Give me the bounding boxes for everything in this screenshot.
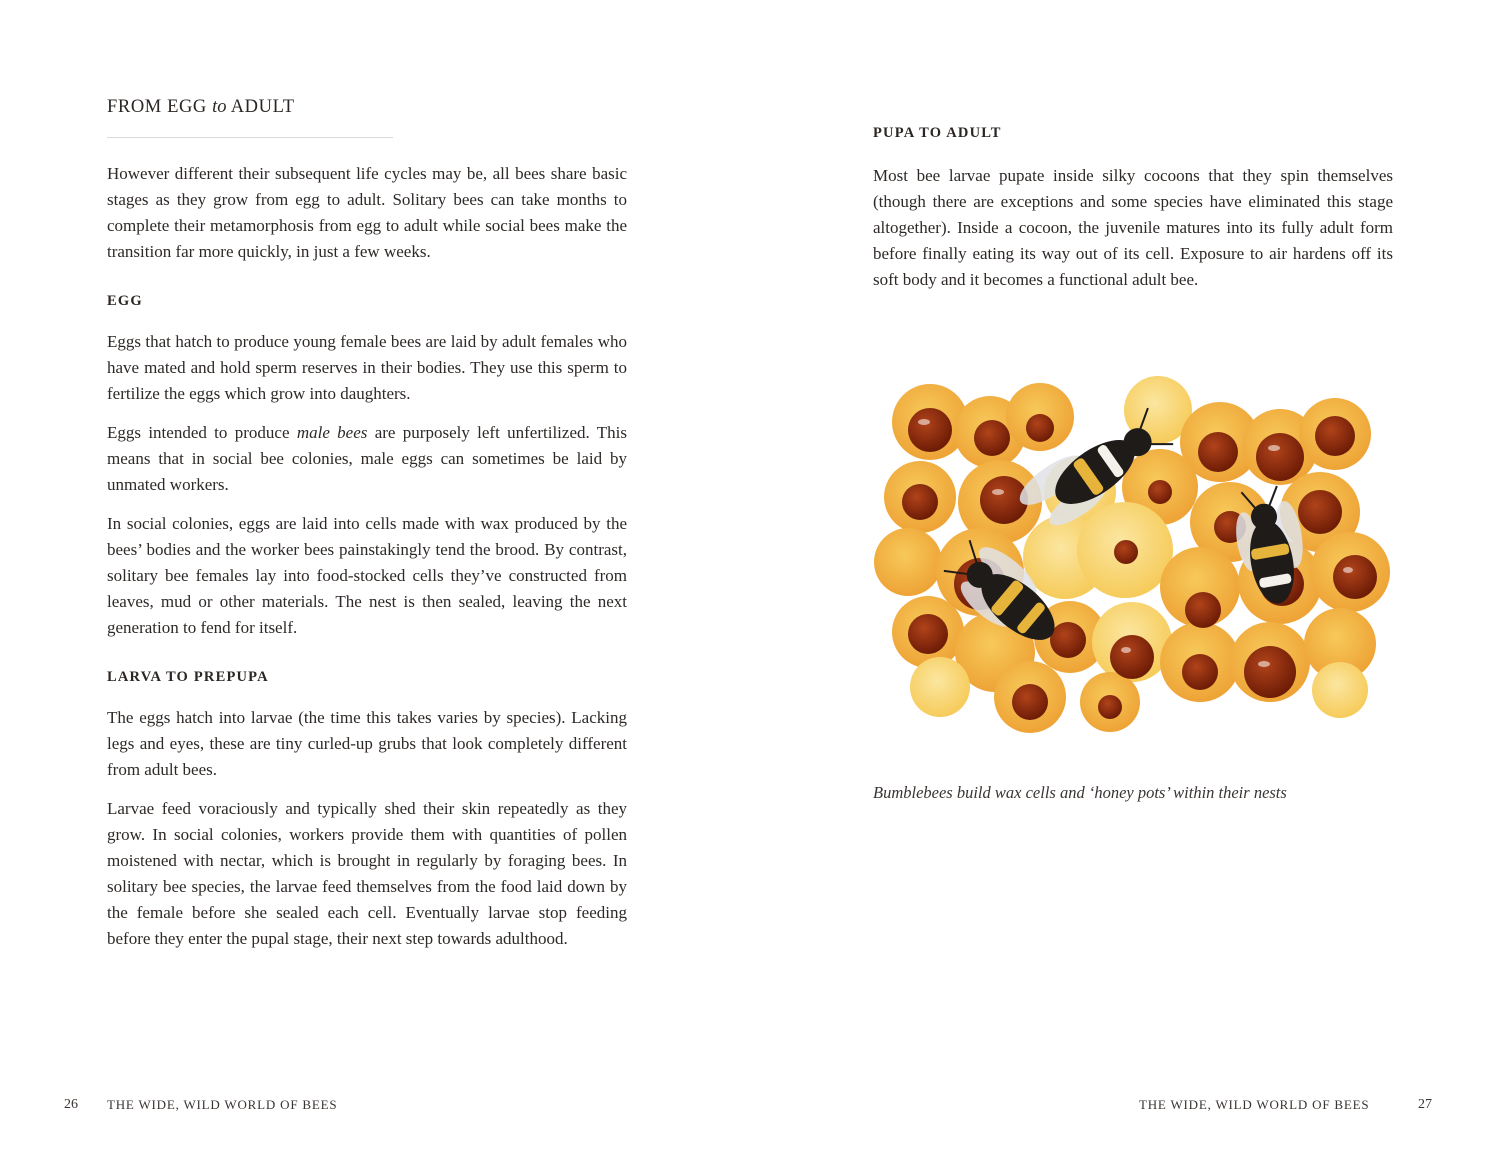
- page-number-left: 26: [64, 1097, 78, 1112]
- egg-paragraph-2-end: are purposely left unfertilized. This means that in social bee colonies, male eggs can sometimes be laid by unmated workers.: [107, 423, 627, 494]
- intro-paragraph: However different their subsequent life cycles may be, all bees share basic stages as they grow from egg to adult. Solitary bees can take months to complete their metamorphosis from egg to adult while social bees make the transition far more quickly, in just a few weeks.: [107, 164, 627, 261]
- running-footer-left: THE WIDE, WILD WORLD OF BEES: [107, 1097, 338, 1112]
- section-title: [107, 96, 627, 118]
- left-page-column: [107, 96, 627, 965]
- section-title-italic-to: to: [212, 97, 227, 117]
- pupa-heading: PUPA TO ADULT: [873, 125, 1002, 141]
- running-footer-right: THE WIDE, WILD WORLD OF BEES: [1139, 1097, 1370, 1112]
- larva-paragraph-1: The eggs hatch into larvae (the time this takes varies by species). Lacking legs and eyes, these are tiny curled-up grubs that look completely different from adult bees.: [107, 708, 627, 779]
- egg-paragraph-3: In social colonies, eggs are laid into cells made with wax produced by the bees’ bodies and the worker bees painstakingly tend the brood. By contrast, solitary bee females lay into food-stocked cells they’ve constructed from leaves, mud or other materials. The nest is then sealed, leaving the next generation to fend for itself.: [107, 514, 627, 637]
- male-bees-italic: male bees: [296, 423, 368, 442]
- bumblebee-honeycomb-illustration: [870, 372, 1395, 734]
- page-number-right: 27: [1418, 1097, 1432, 1112]
- larva-heading: LARVA TO PREPUPA: [107, 669, 269, 685]
- title-divider: [107, 137, 393, 138]
- section-title-part-3: ADULT: [226, 97, 295, 117]
- egg-paragraph-1: Eggs that hatch to produce young female bees are laid by adult females who have mated and hold sperm reserves in their bodies. They use this sperm to fertilize the eggs which grow into daughters.: [107, 332, 627, 403]
- pupa-paragraph: Most bee larvae pupate inside silky cocoons that they spin themselves (though there are exceptions and some species have eliminated this stage altogether). Inside a cocoon, the juvenile matures into its fully adult form before finally eating its way out of its cell. Exposure to air hardens off its soft body and it becomes a functional adult bee.: [873, 166, 1393, 289]
- egg-paragraph-2-start: Eggs intended to produce: [107, 423, 297, 442]
- egg-paragraph-2: [107, 420, 627, 498]
- illustration-caption: Bumblebees build wax cells and ‘honey pots’ within their nests: [873, 783, 1287, 802]
- right-page-column: [873, 124, 1393, 306]
- section-title-part-1: FROM EGG: [107, 97, 213, 117]
- larva-paragraph-2: Larvae feed voraciously and typically shed their skin repeatedly as they grow. In social colonies, workers provide them with quantities of pollen moistened with nectar, which is brought in regularly by foraging bees. In solitary bee species, the larvae feed themselves from the food laid down by the female before she sealed each cell. Eventually larvae stop feeding before they enter the pupal stage, their next step towards adulthood.: [107, 799, 627, 948]
- egg-heading: EGG: [107, 293, 143, 309]
